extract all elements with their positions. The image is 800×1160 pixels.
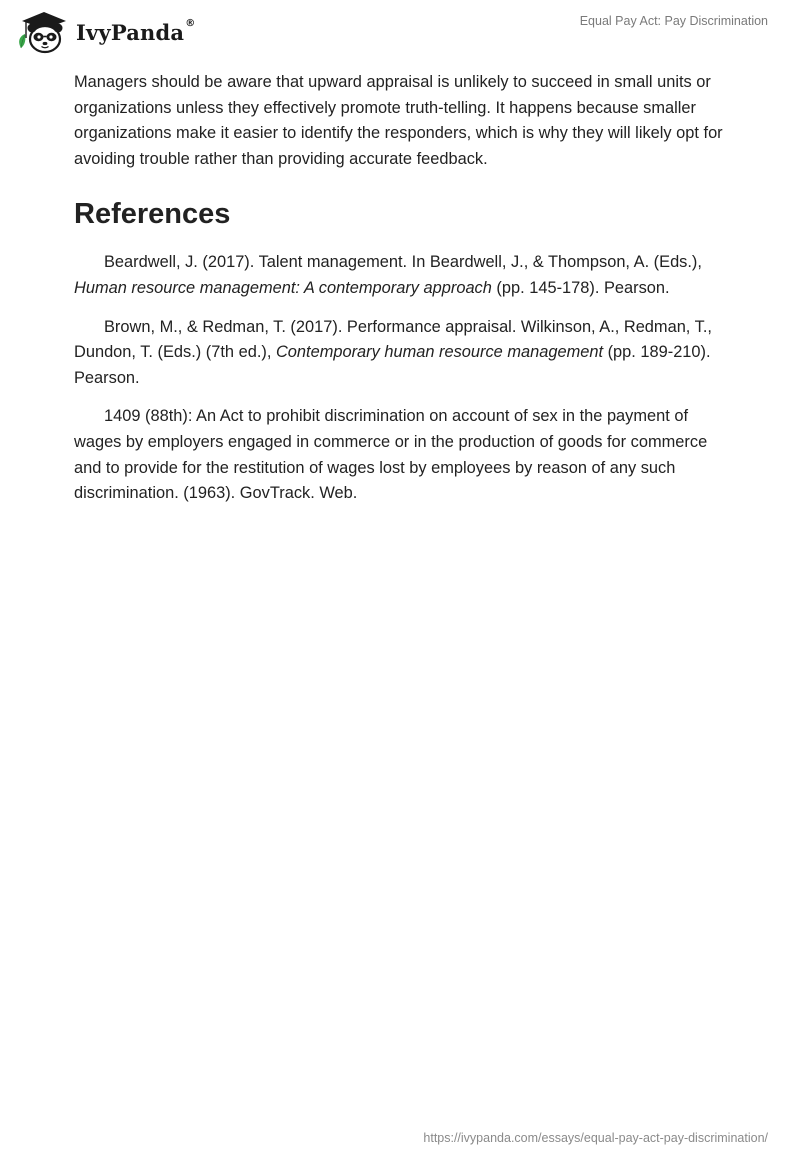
reference-title: Human resource management: A contemporary approach (74, 278, 492, 297)
reference-text: Brown, M., & Redman, T. (2017). Performance appraisal. Wilkinson, A., Redman, T., Dundon, T. (Eds.) (7th ed.), (74, 317, 712, 362)
reference-item (74, 250, 726, 301)
page-header (0, 0, 800, 70)
logo-text: IvyPanda (76, 19, 185, 45)
reference-text-end: (pp. 189-210). Pearson. (74, 343, 711, 387)
intro-paragraph: Managers should be aware that upward appraisal is unlikely to succeed in small units or organizations unless they effectively promote truth-telling. It happens because smaller organizations make it easier to identify the responders, which is why they will likely opt for avoiding trouble rather than providing accurate feedback. (74, 73, 723, 168)
reference-text: Beardwell, J. (2017). Talent management. In Beardwell, J., & Thompson, A. (Eds.), (104, 253, 702, 272)
reference-item (74, 315, 726, 392)
registered-mark: ® (185, 17, 196, 29)
ivypanda-logo[interactable] (14, 8, 195, 54)
footer-url-link[interactable]: https://ivypanda.com/essays/equal-pay-act-pay-discrimination/ (423, 1131, 768, 1145)
reference-title: Contemporary human resource management (275, 343, 604, 362)
reference-item (74, 404, 726, 506)
panda-graduate-logo-icon (14, 8, 74, 54)
document-title: Equal Pay Act: Pay Discrimination (579, 14, 768, 28)
main-content (74, 70, 726, 507)
reference-text: 1409 (88th): An Act to prohibit discrimination on account of sex in the payment of wages by employers engaged in commerce or in the production of goods for commerce and to provide for the restitution of wages lost by employees by reason of any such discrimination. (1963). GovTrack. Web. (74, 407, 708, 503)
reference-text-end: (pp. 145-178). Pearson. (491, 278, 670, 297)
logo-wordmark (76, 17, 196, 45)
references-heading: References (74, 198, 231, 231)
